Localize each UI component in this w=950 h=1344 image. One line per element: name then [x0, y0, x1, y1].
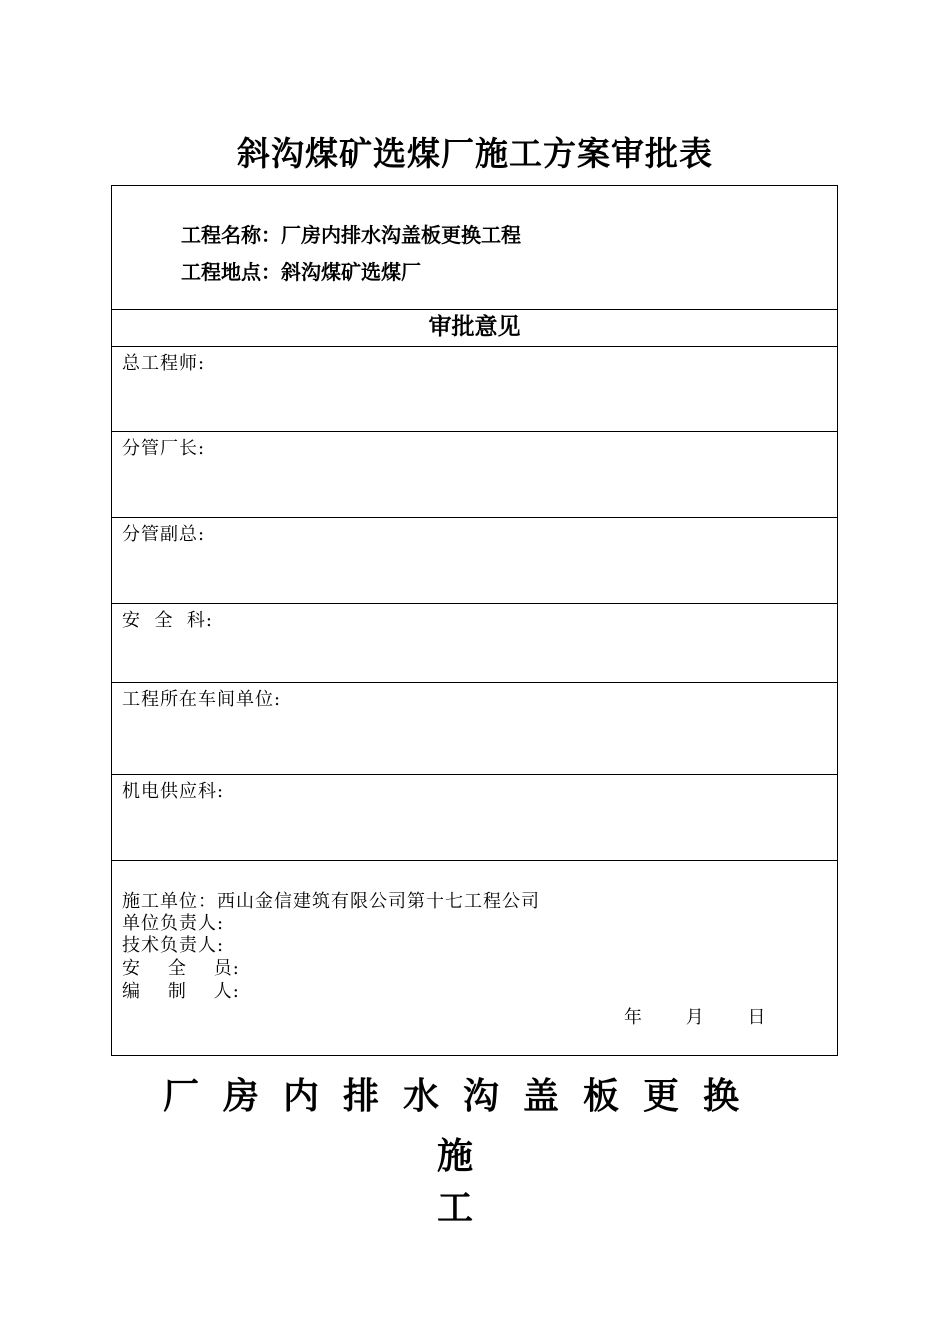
row-deputy-general: [112, 518, 837, 604]
project-location: 工程地点：斜沟煤矿选煤厂: [181, 260, 421, 284]
footer-title-line1: 厂房内排水沟盖板更换: [163, 1075, 764, 1117]
row-label: 分管副总:: [122, 524, 206, 545]
approval-form: [111, 185, 838, 1056]
unit-leader: 单位负责人:: [122, 913, 225, 934]
row-factory-director: [112, 432, 837, 518]
signature-section: [112, 861, 837, 1056]
row-chief-engineer: [112, 347, 837, 432]
tech-leader: 技术负责人:: [122, 935, 225, 956]
row-label: 分管厂长:: [122, 438, 206, 459]
row-label: 总工程师:: [122, 353, 206, 374]
construction-unit: 施工单位：西山金信建筑有限公司第十七工程公司: [122, 891, 540, 912]
footer-title-line3: 工: [437, 1187, 474, 1229]
approval-heading: 审批意见: [112, 310, 837, 347]
compiler: 编 制 人:: [122, 981, 240, 1002]
row-label: 工程所在车间单位:: [122, 689, 282, 710]
document-title: 斜沟煤矿选煤厂施工方案审批表: [237, 134, 713, 173]
row-safety-dept: [112, 604, 837, 683]
row-workshop-unit: [112, 683, 837, 775]
footer-title-line2: 施: [437, 1135, 474, 1177]
date-year: 年: [624, 1007, 642, 1028]
date-line: [624, 1003, 803, 1029]
project-name: 工程名称：厂房内排水沟盖板更换工程: [181, 223, 521, 247]
row-label: 安 全 科:: [122, 610, 213, 631]
row-mech-supply-dept: [112, 775, 837, 861]
project-info-section: [112, 186, 837, 310]
safety-officer: 安 全 员:: [122, 958, 240, 979]
row-label: 机电供应科:: [122, 781, 225, 802]
date-month: 月: [685, 1007, 704, 1028]
date-day: 日: [747, 1007, 766, 1028]
